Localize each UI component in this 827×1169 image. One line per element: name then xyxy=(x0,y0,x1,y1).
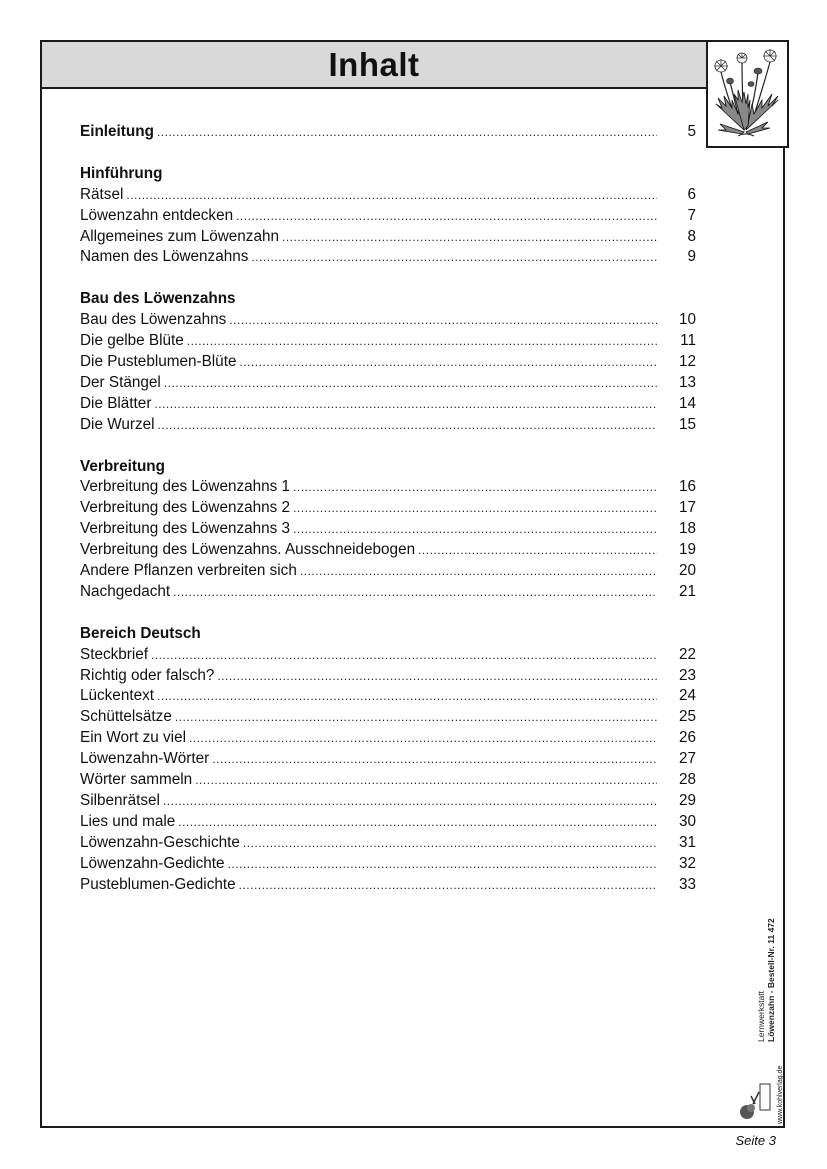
page-number: Seite 3 xyxy=(735,1133,776,1148)
toc-entry xyxy=(80,331,696,352)
toc-entry-label: Verbreitung des Löwenzahns 2 xyxy=(80,499,291,517)
toc-entry-page: 30 xyxy=(678,812,696,830)
dot-leader xyxy=(229,310,657,331)
section-spacer xyxy=(80,268,696,289)
dot-leader xyxy=(293,519,657,540)
toc-entry-label: Wörter sammeln xyxy=(80,771,193,789)
toc-entry-label: Ein Wort zu viel xyxy=(80,729,186,747)
toc-section-heading: Hinführung xyxy=(80,164,163,182)
toc-entry-page: 21 xyxy=(678,582,696,600)
toc-entry-label: Pusteblumen-Gedichte xyxy=(80,875,236,893)
toc-entry xyxy=(80,122,696,143)
toc-entry xyxy=(80,749,696,770)
toc-entry xyxy=(80,645,696,666)
table-of-contents xyxy=(80,122,696,895)
toc-entry-page: 27 xyxy=(678,750,696,768)
page-title: Inhalt xyxy=(328,45,420,83)
toc-entry xyxy=(80,519,696,540)
toc-entry-label: Lückentext xyxy=(80,687,154,705)
toc-entry-label: Verbreitung des Löwenzahns. Ausschneidebogen xyxy=(80,541,416,559)
toc-entry-label: Nachgedacht xyxy=(80,582,171,600)
toc-entry xyxy=(80,728,696,749)
dot-leader xyxy=(282,227,657,248)
dandelion-icon xyxy=(708,42,787,146)
toc-entry-label: Rätsel xyxy=(80,185,124,203)
toc-entry-page: 11 xyxy=(680,332,696,350)
dot-leader xyxy=(195,770,657,791)
dot-leader xyxy=(164,373,657,394)
dot-leader xyxy=(189,728,657,749)
toc-entry-label: Verbreitung des Löwenzahns 1 xyxy=(80,478,291,496)
toc-entry-page: 15 xyxy=(678,415,696,433)
toc-entry xyxy=(80,477,696,498)
publisher-sidebar xyxy=(728,902,783,1124)
toc-entry-label: Die Pusteblumen-Blüte xyxy=(80,353,237,371)
dot-leader xyxy=(175,707,657,728)
toc-entry xyxy=(80,540,696,561)
toc-entry-page: 18 xyxy=(678,520,696,538)
toc-entry-label: Die gelbe Blüte xyxy=(80,332,184,350)
toc-entry xyxy=(80,875,696,896)
title-bar xyxy=(42,42,706,89)
toc-entry xyxy=(80,770,696,791)
toc-entry-page: 29 xyxy=(678,791,696,809)
toc-section xyxy=(80,436,696,603)
toc-entry-page: 12 xyxy=(678,353,696,371)
dot-leader xyxy=(173,582,657,603)
toc-entry xyxy=(80,854,696,875)
order-number-label: Löwenzahn - Bestell-Nr. 11 472 xyxy=(766,918,776,1042)
toc-entry xyxy=(80,185,696,206)
toc-entry-page: 28 xyxy=(678,771,696,789)
section-spacer xyxy=(80,143,696,164)
toc-entry-page: 19 xyxy=(678,541,696,559)
dot-leader xyxy=(151,645,657,666)
dot-leader xyxy=(158,415,657,436)
dandelion-illustration xyxy=(706,40,789,148)
toc-entry xyxy=(80,415,696,436)
toc-entry-page: 13 xyxy=(678,373,696,391)
toc-entry xyxy=(80,812,696,833)
toc-entry-label: Die Blätter xyxy=(80,394,152,412)
dot-leader xyxy=(228,854,657,875)
dot-leader xyxy=(251,247,657,268)
dot-leader xyxy=(154,394,657,415)
publisher-logo-icon xyxy=(738,1082,772,1122)
dot-leader xyxy=(243,833,657,854)
toc-entry-page: 31 xyxy=(678,833,696,851)
dot-leader xyxy=(187,331,657,352)
dot-leader xyxy=(239,875,657,896)
toc-entry-page: 23 xyxy=(678,666,696,684)
toc-entry-label: Der Stängel xyxy=(80,373,161,391)
section-spacer xyxy=(80,436,696,457)
toc-entry xyxy=(80,394,696,415)
toc-entry-page: 20 xyxy=(678,562,696,580)
toc-section xyxy=(80,603,696,896)
toc-entry-label: Lies und male xyxy=(80,812,176,830)
toc-entry xyxy=(80,833,696,854)
dot-leader xyxy=(212,749,657,770)
toc-entry-label: Bau des Löwenzahns xyxy=(80,311,227,329)
toc-entry xyxy=(80,498,696,519)
toc-entry-page: 25 xyxy=(678,708,696,726)
toc-entry-page: 10 xyxy=(678,311,696,329)
toc-entry xyxy=(80,791,696,812)
toc-entry xyxy=(80,227,696,248)
toc-entry-page: 8 xyxy=(687,227,696,245)
toc-entry-page: 14 xyxy=(678,394,696,412)
dot-leader xyxy=(178,812,657,833)
toc-entry-label: Namen des Löwenzahns xyxy=(80,248,249,266)
dot-leader xyxy=(293,498,657,519)
dot-leader xyxy=(236,206,657,227)
toc-entry-label: Silbenrätsel xyxy=(80,791,160,809)
toc-entry xyxy=(80,310,696,331)
toc-entry-label: Einleitung xyxy=(80,123,154,140)
dot-leader xyxy=(300,561,657,582)
toc-section xyxy=(80,268,696,435)
toc-entry-page: 7 xyxy=(687,206,696,224)
toc-entry-page: 9 xyxy=(687,248,696,266)
toc-entry xyxy=(80,373,696,394)
toc-entry-label: Schüttelsätze xyxy=(80,708,172,726)
series-label: Lernwerkstatt xyxy=(756,990,766,1042)
toc-section-heading: Verbreitung xyxy=(80,457,165,475)
toc-section xyxy=(80,122,696,143)
toc-section-heading: Bau des Löwenzahns xyxy=(80,290,236,308)
toc-entry-label: Andere Pflanzen verbreiten sich xyxy=(80,562,297,580)
toc-section-heading: Bereich Deutsch xyxy=(80,624,201,642)
toc-entry-label: Löwenzahn-Wörter xyxy=(80,750,210,768)
dot-leader xyxy=(126,185,657,206)
toc-entry-label: Löwenzahn-Gedichte xyxy=(80,854,225,872)
dot-leader xyxy=(163,791,657,812)
toc-entry-page: 22 xyxy=(678,645,696,663)
publisher-url: www.kohlverlag.de xyxy=(777,1065,784,1124)
toc-entry xyxy=(80,582,696,603)
dot-leader xyxy=(239,352,657,373)
dot-leader xyxy=(157,686,657,707)
toc-entry-label: Löwenzahn-Geschichte xyxy=(80,833,240,851)
toc-entry-page: 32 xyxy=(678,854,696,872)
toc-entry xyxy=(80,352,696,373)
toc-section xyxy=(80,143,696,268)
toc-entry xyxy=(80,686,696,707)
toc-entry-label: Die Wurzel xyxy=(80,415,155,433)
toc-entry xyxy=(80,666,696,687)
toc-entry-label: Richtig oder falsch? xyxy=(80,666,215,684)
toc-entry xyxy=(80,707,696,728)
toc-entry-page: 5 xyxy=(687,123,696,140)
toc-entry-label: Löwenzahn entdecken xyxy=(80,206,234,224)
dot-leader xyxy=(418,540,657,561)
toc-entry-page: 6 xyxy=(687,185,696,203)
toc-entry-label: Verbreitung des Löwenzahns 3 xyxy=(80,520,291,538)
section-spacer xyxy=(80,603,696,624)
toc-entry-page: 16 xyxy=(678,478,696,496)
dot-leader xyxy=(217,666,657,687)
toc-entry-page: 33 xyxy=(678,875,696,893)
toc-entry xyxy=(80,206,696,227)
toc-entry-page: 17 xyxy=(678,499,696,517)
dot-leader xyxy=(157,122,657,143)
toc-entry xyxy=(80,247,696,268)
toc-entry xyxy=(80,561,696,582)
toc-entry-page: 24 xyxy=(678,687,696,705)
toc-entry-label: Allgemeines zum Löwenzahn xyxy=(80,227,279,245)
toc-entry-page: 26 xyxy=(678,729,696,747)
dot-leader xyxy=(293,477,657,498)
toc-entry-label: Steckbrief xyxy=(80,645,149,663)
